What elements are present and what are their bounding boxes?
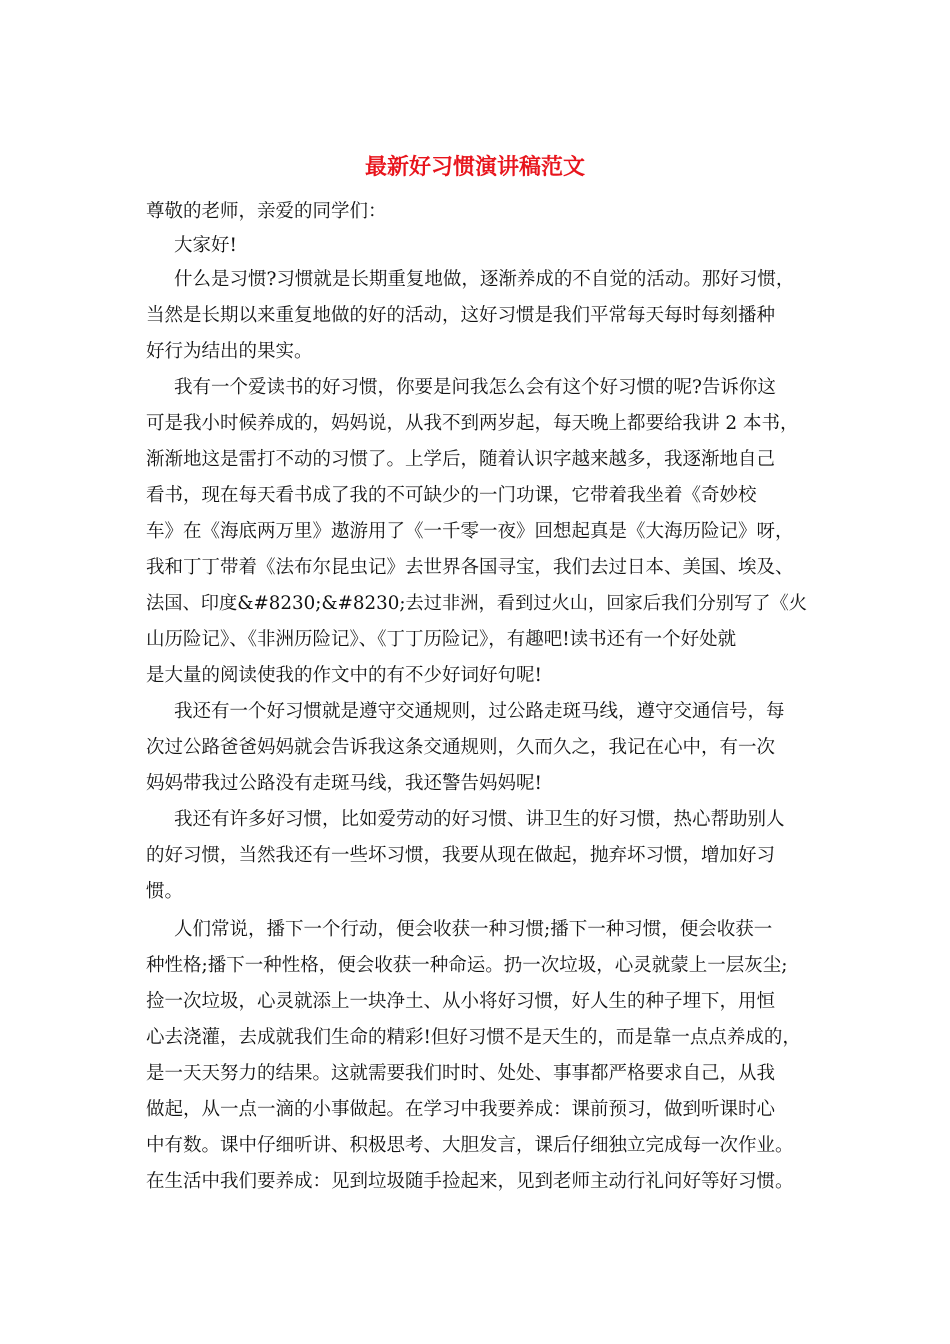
- text-line: 做起，从一点一滴的小事做起。在学习中我要养成：课前预习，做到听课时心: [146, 1099, 776, 1120]
- text-line: 可是我小时候养成的，妈妈说，从我不到两岁起，每天晚上都要给我讲 2 本书，: [146, 413, 799, 434]
- text-line: 是大量的阅读使我的作文中的有不少好词好句呢!: [146, 665, 542, 686]
- text-line: 什么是习惯?习惯就是长期重复地做，逐渐养成的不自觉的活动。那好习惯，: [174, 269, 795, 290]
- text-line: 次过公路爸爸妈妈就会告诉我这条交通规则，久而久之，我记在心中，有一次: [146, 737, 776, 758]
- document-title: 最新好习惯演讲稿范文: [364, 154, 585, 180]
- text-line: 好行为结出的果实。: [146, 341, 313, 362]
- text-line: 的好习惯，当然我还有一些坏习惯，我要从现在做起，抛弃坏习惯，增加好习: [146, 845, 776, 866]
- text-line: 惯。: [146, 881, 184, 902]
- text-line: 捡一次垃圾，心灵就添上一块净土、从小将好习惯，好人生的种子埋下，用恒: [146, 991, 776, 1012]
- text-line: 渐渐地这是雷打不动的习惯了。上学后，随着认识字越来越多，我逐渐地自己: [146, 449, 776, 470]
- text-line: 中有数。课中仔细听讲、积极思考、大胆发言，课后仔细独立完成每一次作业。: [146, 1135, 794, 1156]
- text-line: 法国、印度&#8230;&#8230;去过非洲，看到过火山，回家后我们分别写了《火: [146, 593, 808, 614]
- text-line: 人们常说，播下一个行动，便会收获一种习惯;播下一种习惯，便会收获一: [174, 919, 773, 940]
- text-line: 山历险记》、《非洲历险记》、《丁丁历险记》，有趣吧!读书还有一个好处就: [146, 629, 737, 650]
- text-line-greeting: 大家好!: [174, 235, 237, 256]
- text-line: 是一天天努力的结果。这就需要我们时时、处处、事事都严格要求自己，从我: [146, 1063, 776, 1084]
- text-line: 车》在《海底两万里》遨游用了《一千零一夜》回想起真是《大海历险记》呀，: [146, 521, 794, 542]
- text-line: 种性格;播下一种性格，便会收获一种命运。扔一次垃圾，心灵就蒙上一层灰尘;: [146, 955, 788, 976]
- text-line: 看书，现在每天看书成了我的不可缺少的一门功课，它带着我坐着《奇妙校: [146, 485, 757, 506]
- text-line: 当然是长期以来重复地做的好的活动，这好习惯是我们平常每天每时每刻播种: [146, 305, 776, 326]
- text-line: 妈妈带我过公路没有走斑马线，我还警告妈妈呢!: [146, 773, 542, 794]
- text-line: 在生活中我们要养成：见到垃圾随手捡起来，见到老师主动行礼问好等好习惯。: [146, 1171, 794, 1192]
- text-line: 我还有一个好习惯就是遵守交通规则，过公路走斑马线，遵守交通信号，每: [174, 701, 785, 722]
- text-line: 我和丁丁带着《法布尔昆虫记》去世界各国寻宝，我们去过日本、美国、埃及、: [146, 557, 794, 578]
- text-line: 我有一个爱读书的好习惯，你要是问我怎么会有这个好习惯的呢?告诉你这: [174, 377, 776, 398]
- text-line: 我还有许多好习惯，比如爱劳动的好习惯、讲卫生的好习惯，热心帮助别人: [174, 809, 785, 830]
- text-line: 心去浇灌，去成就我们生命的精彩!但好习惯不是天生的，而是靠一点点养成的，: [146, 1027, 801, 1048]
- text-line-salutation: 尊敬的老师，亲爱的同学们：: [146, 201, 387, 222]
